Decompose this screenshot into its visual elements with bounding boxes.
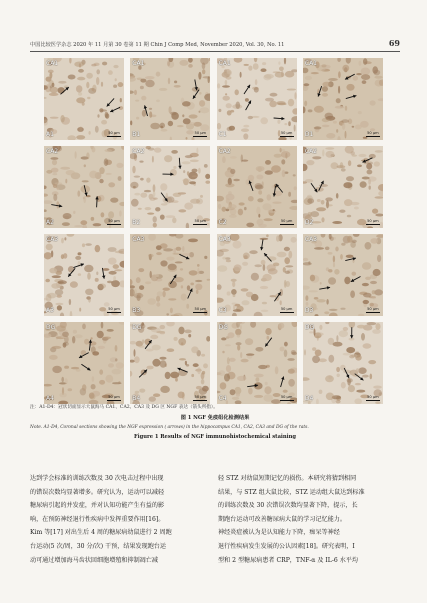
scale-bar-label: 50 μm xyxy=(194,307,207,311)
figure-caption-en: Figure 1 Results of NGF immunohistochemical staining xyxy=(133,434,297,440)
panel-id-label: D4 xyxy=(304,395,314,402)
scale-bar xyxy=(366,131,380,137)
scale-bar-label: 50 μm xyxy=(367,307,379,311)
tissue-image xyxy=(44,234,124,316)
scale-bar-label: 50 μm xyxy=(367,395,379,399)
region-label: CA2 xyxy=(46,148,59,155)
body-line: 糖尿病引起的并发症，并对认知功能产生有益的影 xyxy=(30,502,165,510)
scale-bar-label: 50 μm xyxy=(280,307,293,311)
tissue-image xyxy=(130,146,210,228)
scale-bar-line xyxy=(366,400,380,401)
panel-id-label: A1 xyxy=(46,131,54,138)
panel-id-label: C3 xyxy=(218,307,227,314)
region-label: CA2 xyxy=(304,148,318,155)
body-line: 退行性疾病发生发展的公认因素[18]。研究表明，I xyxy=(218,542,355,550)
scale-bar xyxy=(280,395,294,401)
scale-bar-line xyxy=(280,312,294,313)
micrograph-panel-d3 xyxy=(303,234,383,316)
figure-caption-zh: 图 1 NGF 免疫组化检测结果 xyxy=(180,415,250,421)
panel-id-label: A2 xyxy=(46,219,54,226)
scale-bar xyxy=(366,307,380,313)
scale-bar-label: 50 μm xyxy=(194,395,207,399)
figure-note-en: Note. A1-D4, Coronal sections showing the NGF expression ( arrows) in the hippocampus CA1, CA2, CA3 and DG of the rats. xyxy=(30,425,309,430)
body-line: 的训练次数及 30 次错误次数均显著下降，提示，长 xyxy=(218,502,358,510)
scale-bar-line xyxy=(366,136,380,137)
scale-bar-line xyxy=(193,312,207,313)
scale-bar xyxy=(193,131,207,137)
tissue-image xyxy=(44,146,124,228)
body-line: 轻 STZ 对幼鼠短期记忆的损伤。本研究将猜到相同 xyxy=(218,475,357,482)
body-line: 动可通过增加海马齿状回细胞增殖和抑制凋亡减 xyxy=(30,556,158,564)
scale-bar xyxy=(193,219,207,225)
figure-notes xyxy=(30,404,400,440)
micrograph-panel-a4 xyxy=(44,322,124,404)
tissue-image xyxy=(217,58,297,140)
scale-bar xyxy=(366,395,380,401)
micrograph-panel-a2 xyxy=(44,146,124,228)
panel-id-label: A4 xyxy=(46,395,54,402)
panel-id-label: B3 xyxy=(132,307,141,314)
body-line: 响，在预防神经退行性疾病中发挥重要作用[16]。 xyxy=(30,515,165,523)
scale-bar xyxy=(280,131,294,137)
body-column-left xyxy=(30,472,210,567)
panel-id-label: B2 xyxy=(132,219,141,226)
body-line: 达到学会标准的训练次数及 30 次电击过程中出现 xyxy=(30,475,164,482)
journal-running-title: 中国比较医学杂志 2020 年 11 月第 30 卷第 11 期 Chin J Comp Med, November 2020, Vol. 30, No. 11 xyxy=(30,42,285,48)
scale-bar-label: 50 μm xyxy=(108,395,120,399)
panel-id-label: D2 xyxy=(304,219,314,226)
tissue-image xyxy=(217,146,297,228)
micrograph-panel-d1 xyxy=(303,58,383,140)
scale-bar-line xyxy=(280,224,294,225)
panel-id-label: B1 xyxy=(132,131,141,138)
scale-bar-line xyxy=(193,224,207,225)
body-line: 神经炎症被认为是认知能力下降，痴呆等神经 xyxy=(218,529,340,537)
scale-bar-label: 50 μm xyxy=(194,219,207,223)
scale-bar xyxy=(107,395,121,401)
tissue-image xyxy=(303,146,383,228)
micrograph-panel-d2 xyxy=(303,146,383,228)
scale-bar-line xyxy=(107,224,121,225)
scale-bar xyxy=(107,131,121,137)
tissue-image xyxy=(130,58,210,140)
region-label: DG xyxy=(304,324,315,331)
micrograph-panel-b1 xyxy=(130,58,210,140)
micrograph-panel-b2 xyxy=(130,146,210,228)
panel-id-label: A3 xyxy=(46,307,54,314)
scale-bar-line xyxy=(193,400,207,401)
region-label: DG xyxy=(132,324,142,331)
scale-bar-label: 50 μm xyxy=(367,131,379,135)
body-line: 台运动(5 次/周，30 分/次) 干预，结果发现跑台运 xyxy=(30,542,166,550)
scale-bar xyxy=(193,307,207,313)
tissue-image xyxy=(217,322,297,404)
region-label: CA2 xyxy=(218,148,231,155)
body-line: 的错误次数均显著增多。研究认为，运动可以减轻 xyxy=(30,488,165,496)
scale-bar-line xyxy=(280,136,294,137)
region-label: CA3 xyxy=(46,236,59,243)
scale-bar-label: 50 μm xyxy=(280,131,293,135)
tissue-image xyxy=(303,234,383,316)
region-label: DG xyxy=(218,324,228,331)
scale-bar xyxy=(280,307,294,313)
body-line: 期跑台运动可改善糖尿病大鼠的学习记忆能力。 xyxy=(218,515,346,523)
scale-bar-label: 50 μm xyxy=(280,395,293,399)
scale-bar-label: 50 μm xyxy=(194,131,207,135)
body-line: 结果，与 STZ 组大鼠比较，STZ 运动组大鼠达到标准 xyxy=(218,488,365,496)
micrograph-panel-d4 xyxy=(303,322,383,404)
micrograph-panel-c1 xyxy=(217,58,297,140)
tissue-image xyxy=(130,234,210,316)
region-label: CA1 xyxy=(218,60,231,67)
scale-bar-label: 50 μm xyxy=(280,219,293,223)
page-header xyxy=(30,38,400,52)
tissue-image xyxy=(303,322,383,404)
page-number: 69 xyxy=(388,38,400,48)
micrograph-panel-c2 xyxy=(217,146,297,228)
region-label: CA3 xyxy=(132,236,145,243)
scale-bar xyxy=(107,307,121,313)
scale-bar-label: 50 μm xyxy=(108,131,120,135)
scale-bar-line xyxy=(107,400,121,401)
region-label: CA1 xyxy=(304,60,318,67)
region-label: CA3 xyxy=(304,236,318,243)
scale-bar-line xyxy=(366,312,380,313)
scale-bar-line xyxy=(280,400,294,401)
panel-id-label: C2 xyxy=(218,219,227,226)
region-label: DG xyxy=(46,324,56,331)
micrograph-panel-b3 xyxy=(130,234,210,316)
scale-bar xyxy=(107,219,121,225)
scale-bar-line xyxy=(107,312,121,313)
panel-id-label: D1 xyxy=(304,131,314,138)
body-column-right xyxy=(218,472,400,567)
scale-bar-line xyxy=(193,136,207,137)
header-rule xyxy=(30,51,400,52)
micrograph-panel-b4 xyxy=(130,322,210,404)
scale-bar-line xyxy=(366,224,380,225)
micrograph-panel-c4 xyxy=(217,322,297,404)
panel-id-label: D3 xyxy=(304,307,314,314)
tissue-image xyxy=(303,58,383,140)
tissue-image xyxy=(130,322,210,404)
scale-bar xyxy=(280,219,294,225)
body-line: 型和 2 型糖尿病患者 CRP，TNF-α 及 IL-6 水平均 xyxy=(218,556,358,564)
body-line: Kim 等[17] 对出生后 4 周的糖尿病幼鼠进行 2 周跑 xyxy=(30,529,172,537)
region-label: CA1 xyxy=(46,60,59,67)
ihc-figure-grid xyxy=(44,58,383,404)
scale-bar xyxy=(366,219,380,225)
panel-id-label: C4 xyxy=(218,395,227,402)
region-label: CA3 xyxy=(218,236,231,243)
region-label: CA2 xyxy=(132,148,145,155)
tissue-image xyxy=(217,234,297,316)
region-label: CA1 xyxy=(132,60,145,67)
tissue-image xyxy=(44,58,124,140)
scale-bar-label: 50 μm xyxy=(108,219,120,223)
micrograph-panel-a3 xyxy=(44,234,124,316)
micrograph-panel-c3 xyxy=(217,234,297,316)
figure-note-zh: 注：A1-D4：冠状切面显示大鼠海马 CA1、CA2、CA3 及 DG 区 NGF 表达（箭头所指）。 xyxy=(30,405,218,410)
tissue-image xyxy=(44,322,124,404)
scale-bar-label: 50 μm xyxy=(367,219,379,223)
scale-bar-line xyxy=(107,136,121,137)
scale-bar-label: 50 μm xyxy=(108,307,120,311)
micrograph-panel-a1 xyxy=(44,58,124,140)
panel-id-label: B4 xyxy=(132,395,141,402)
panel-id-label: C1 xyxy=(218,131,227,138)
scale-bar xyxy=(193,395,207,401)
